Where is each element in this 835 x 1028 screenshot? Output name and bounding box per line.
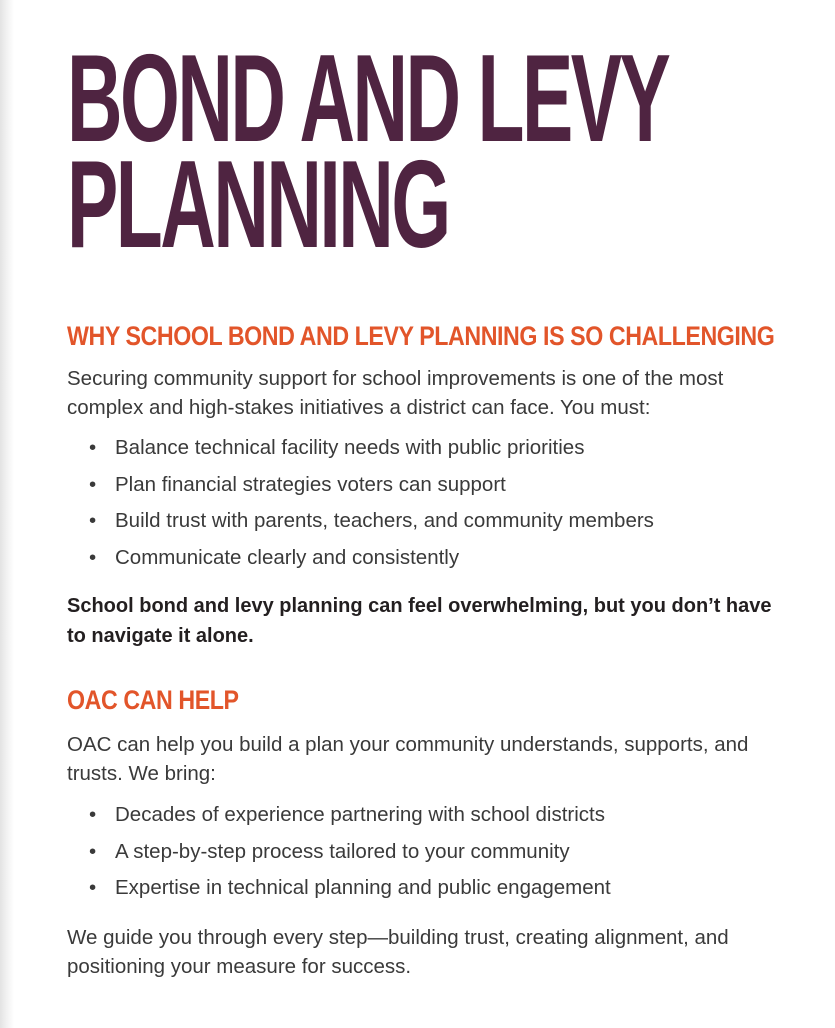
- page-title-line-2: PLANNING: [67, 136, 449, 274]
- challenge-heading: WHY SCHOOL BOND AND LEVY PLANNING IS SO CHALLENGING: [67, 321, 775, 351]
- list-item-text: A step-by-step process tailored to your community: [115, 839, 570, 863]
- bullet-icon: •: [89, 803, 97, 826]
- bullet-icon: •: [89, 839, 97, 863]
- help-closing: We guide you through every step—building trust, creating alignment, and positioning your measure for success.: [67, 926, 729, 978]
- bullet-icon: •: [89, 472, 97, 496]
- list-item: [87, 797, 611, 834]
- page-title-line-1: BOND AND LEVY: [67, 30, 669, 168]
- bullet-icon: •: [89, 436, 97, 459]
- challenge-bullet-list: [87, 430, 654, 576]
- list-item-text: Build trust with parents, teachers, and community members: [115, 509, 654, 532]
- list-item-text: Communicate clearly and consistently: [115, 545, 460, 569]
- list-item-text: Expertise in technical planning and public engagement: [115, 876, 611, 899]
- help-intro: OAC can help you build a plan your community understands, supports, and trusts. We bring:: [67, 733, 749, 785]
- list-item: [87, 870, 611, 907]
- list-item: [87, 834, 611, 871]
- bullet-icon: •: [89, 876, 97, 899]
- challenge-intro: Securing community support for school improvements is one of the most complex and high-stakes initiatives a district can face. You must:: [67, 367, 724, 419]
- list-item-text: Plan financial strategies voters can support: [115, 472, 506, 496]
- help-bullet-list: [87, 797, 611, 907]
- document-page: [67, 30, 807, 978]
- list-item-text: Balance technical facility needs with public priorities: [115, 436, 585, 459]
- bullet-icon: •: [89, 545, 97, 569]
- list-item: [87, 503, 654, 540]
- list-item: [87, 467, 654, 504]
- list-item: [87, 430, 654, 467]
- page-title: [67, 30, 669, 274]
- challenge-emphasis: School bond and levy planning can feel overwhelming, but you don’t have to navigate it alone.: [67, 595, 772, 647]
- list-item-text: Decades of experience partnering with school districts: [115, 803, 605, 826]
- list-item: [87, 540, 654, 577]
- page-edge-shadow: [0, 0, 14, 1028]
- help-heading: OAC CAN HELP: [67, 685, 239, 715]
- bullet-icon: •: [89, 509, 97, 532]
